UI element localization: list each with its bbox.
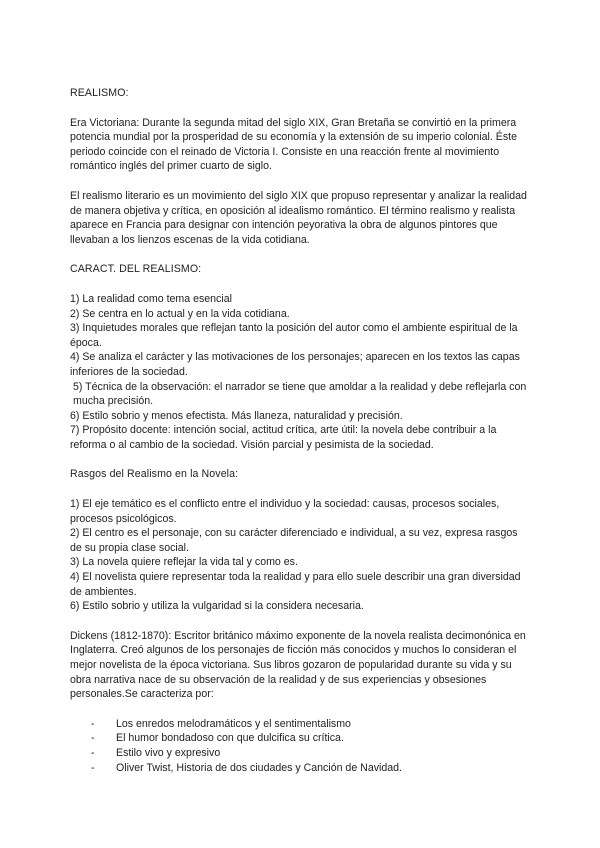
dash-marker: - — [91, 717, 95, 730]
list-item: 6) Estilo sobrio y utiliza la vulgaridad si la considera necesaria. — [70, 600, 364, 613]
document-page — [70, 86, 532, 775]
bullet-text: Los enredos melodramáticos y el sentimentalismo — [116, 717, 351, 730]
list-item: 4) Se analiza el carácter y las motivaciones de los personajes; aparecen en los textos las capas inferiores de la sociedad. — [70, 351, 520, 378]
list-item: 1) El eje temático es el conflicto entre el individuo y la sociedad: causas, procesos sociales, procesos psicológicos. — [70, 498, 500, 525]
bullet-text: El humor bondadoso con que dulcifica su crítica. — [116, 732, 344, 745]
list-item: 5) Técnica de la observación: el narrador se tiene que amoldar a la realidad y debe reflejarla con mucha precisión. — [73, 380, 527, 408]
dickens-paragraph: Dickens (1812-1870): Escritor británico máximo exponente de la novela realista decimonónica en Inglaterra. Creó algunos de los personajes de ficción más conocidos y muchos lo consideran el mejor novelista de la época victoriana. Sus libros gozaron de popularidad durante su vida y su obra narrativa nace de su observación de la realidad y de sus experiencias y obsesiones personales.Se caracteriza por: — [70, 629, 526, 701]
realismo-literario-paragraph: El realismo literario es un movimiento del siglo XIX que propuso representar y analizar la realidad de manera objetiva y crítica, en oposición al idealismo romántico. El término realismo y realista aparece en Francia para designar con intención peyorativa la obra de algunos pintores que llevaban a los lienzos escenas de la vida cotidiana. — [70, 189, 527, 246]
rasgos-heading: Rasgos del Realismo en la Novela: — [70, 468, 239, 481]
dash-marker: - — [91, 732, 95, 745]
list-item — [91, 731, 532, 746]
list-item — [91, 761, 532, 776]
list-item: 6) Estilo sobrio y menos efectista. Más llaneza, naturalidad y precisión. — [70, 409, 403, 422]
list-item: 3) La novela quiere reflejar la vida tal y como es. — [70, 556, 298, 569]
era-victoriana-paragraph: Era Victoriana: Durante la segunda mitad del siglo XIX, Gran Bretaña se convirtió en la primera potencia mundial por la prosperidad de su economía y la extensión de su imperio colonial. Éste periodo coincide con el reinado de Victoria I. Consiste en una reacción frente al movimiento romántico inglés del primer cuarto de siglo. — [70, 116, 517, 173]
dickens-bullet-list — [70, 717, 532, 775]
list-item: 2) El centro es el personaje, con su carácter diferenciado e individual, a su vez, expresa rasgos de su propia clase social. — [70, 527, 518, 554]
bullet-text: Oliver Twist, Historia de dos ciudades y Canción de Navidad. — [116, 761, 402, 774]
caracteristicas-heading: CARACT. DEL REALISMO: — [70, 263, 202, 276]
dash-marker: - — [91, 761, 95, 774]
list-item: 3) Inquietudes morales que reflejan tanto la posición del autor como el ambiente espiritual de la época. — [70, 322, 518, 349]
list-item: 7) Propósito docente: intención social, actitud crítica, arte útil: la novela debe contribuir a la reforma o al cambio de la sociedad. Visión parcial y pesimista de la sociedad. — [70, 424, 497, 451]
caracteristicas-list — [70, 292, 532, 453]
list-item: 4) El novelista quiere representar toda la realidad y para ello suele describir una gran diversidad de ambientes. — [70, 571, 521, 598]
list-item: 2) Se centra en lo actual y en la vida cotidiana. — [70, 307, 290, 320]
list-item: 1) La realidad como tema esencial — [70, 292, 232, 305]
bullet-text: Estilo vivo y expresivo — [116, 746, 221, 759]
rasgos-list — [70, 497, 532, 614]
dash-marker: - — [91, 746, 95, 759]
realismo-heading: REALISMO: — [70, 87, 129, 99]
list-item — [91, 746, 532, 761]
list-item — [91, 717, 532, 732]
